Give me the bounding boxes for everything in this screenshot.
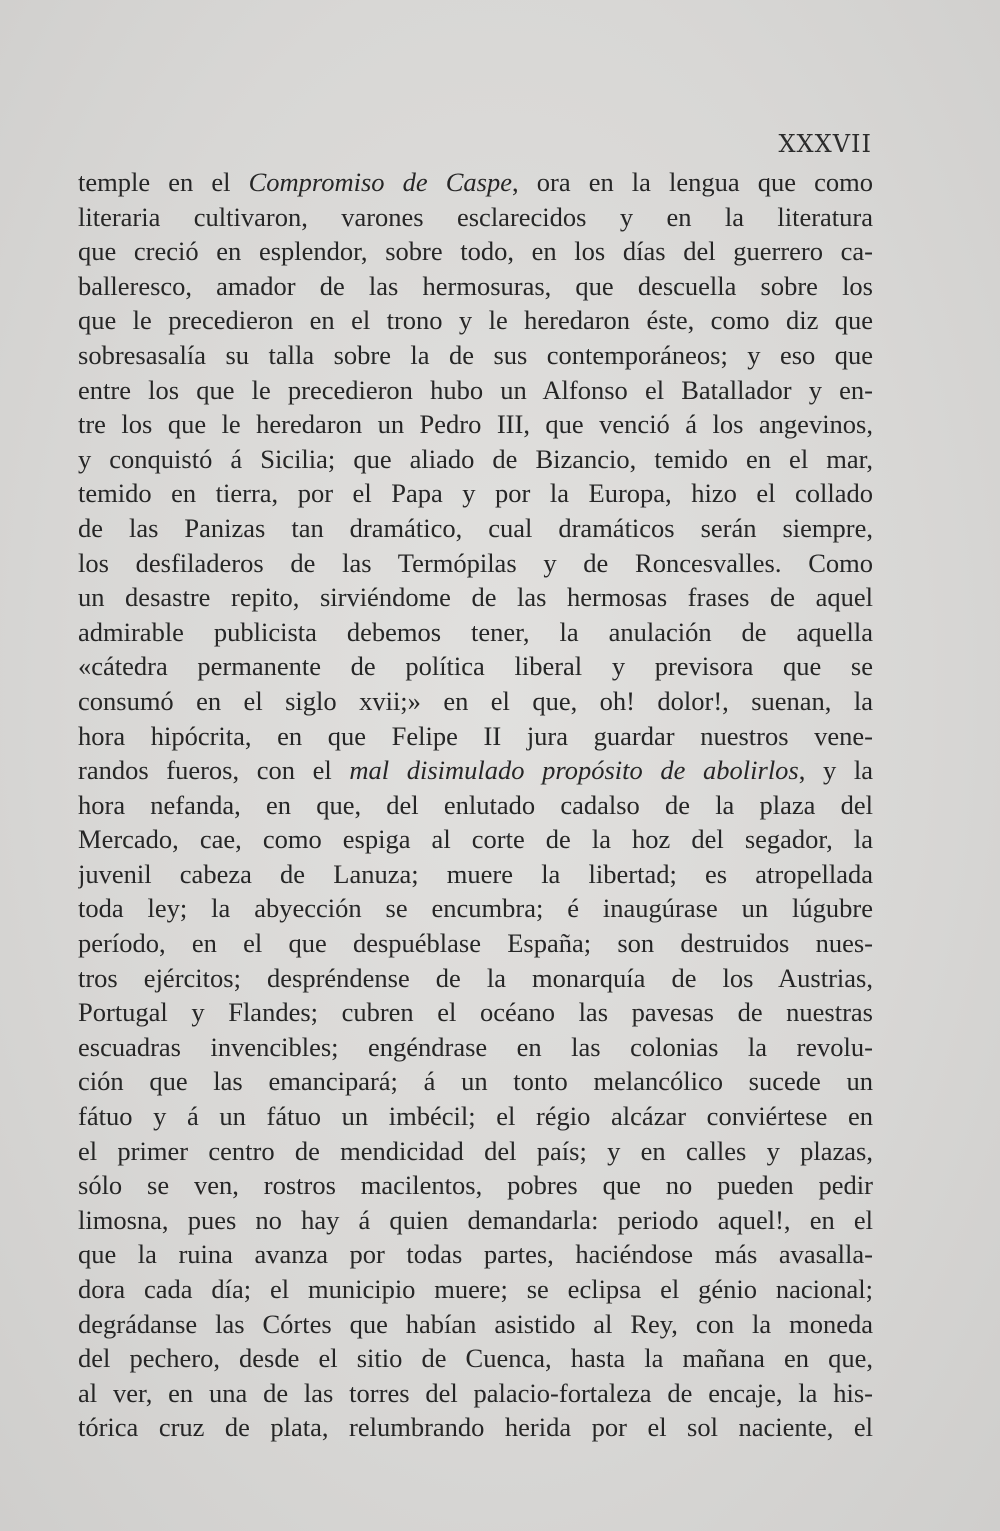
- text-line: [78, 1099, 873, 1134]
- text-segment: tre los que le heredaron un Pedro III, que venció á los angevinos,: [78, 409, 873, 440]
- text-line: [78, 753, 873, 788]
- text-line: [78, 857, 873, 892]
- text-line: [78, 615, 873, 650]
- text-segment: toda ley; la abyección se encumbra; é inaugúrase un lúgubre: [78, 893, 873, 924]
- text-line: [78, 580, 873, 615]
- text-line: [78, 1341, 873, 1376]
- text-line: [78, 926, 873, 961]
- text-line: [78, 822, 873, 857]
- text-line: [78, 546, 873, 581]
- text-line: [78, 1237, 873, 1272]
- text-segment: entre los que le precedieron hubo un Alfonso el Batallador y en-: [78, 374, 873, 405]
- text-segment: temido en tierra, por el Papa y por la Europa, hizo el collado: [78, 478, 873, 509]
- text-line: [78, 1203, 873, 1238]
- text-line: [78, 511, 873, 546]
- text-segment: degrádanse las Córtes que habían asistido al Rey, con la moneda: [78, 1308, 873, 1339]
- text-segment: que creció en esplendor, sobre todo, en los días del guerrero ca-: [78, 236, 873, 267]
- text-line: [78, 961, 873, 996]
- text-segment: los desfiladeros de las Termópilas y de Roncesvalles. Como: [78, 547, 873, 578]
- text-line: [78, 788, 873, 823]
- text-segment: que la ruina avanza por todas partes, haciéndose más avasalla-: [78, 1239, 873, 1270]
- text-line: [78, 200, 873, 235]
- text-segment: período, en el que despuéblase España; son destruidos nues-: [78, 928, 873, 959]
- text-line: [78, 1168, 873, 1203]
- text-segment: admirable publicista debemos tener, la anulación de aquella: [78, 616, 873, 647]
- text-segment: fátuo y á un fátuo un imbécil; el régio alcázar conviértese en: [78, 1101, 873, 1132]
- text-line: [78, 1376, 873, 1411]
- page-number: XXXVII: [778, 130, 872, 158]
- text-line: [78, 995, 873, 1030]
- text-line: [78, 719, 873, 754]
- text-segment: , ora en la lengua que como: [512, 167, 873, 197]
- text-segment: hora hipócrita, en que Felipe II jura guardar nuestros vene-: [78, 720, 873, 751]
- text-segment: de las Panizas tan dramático, cual dramáticos serán siempre,: [78, 512, 873, 543]
- text-line: [78, 407, 873, 442]
- text-segment: Portugal y Flandes; cubren el océano las pavesas de nuestras: [78, 997, 873, 1028]
- italic-text-segment: Compromiso de Caspe: [248, 167, 513, 197]
- text-segment: tórica cruz de plata, relumbrando herida por el sol naciente, el: [78, 1412, 873, 1443]
- text-line: [78, 303, 873, 338]
- text-segment: sólo se ven, rostros macilentos, pobres que no pueden pedir: [78, 1170, 873, 1201]
- italic-text-segment: mal disimulado propósito de abolirlos: [349, 755, 799, 786]
- text-line: [78, 476, 873, 511]
- text-line: [78, 442, 873, 477]
- text-segment: temple en el: [78, 167, 249, 197]
- text-line: [78, 1410, 873, 1445]
- text-line: [78, 1030, 873, 1065]
- text-line: [78, 338, 873, 373]
- text-line: [78, 165, 873, 200]
- text-segment: un desastre repito, sirviéndome de las hermosas frases de aquel: [78, 582, 873, 613]
- text-line: [78, 1064, 873, 1099]
- body-text: [78, 165, 873, 1445]
- text-segment: literaria cultivaron, varones esclarecidos y en la literatura: [78, 201, 873, 232]
- text-segment: que le precedieron en el trono y le heredaron éste, como diz que: [78, 305, 873, 336]
- text-line: [78, 649, 873, 684]
- text-segment: escuadras invencibles; engéndrase en las colonias la revolu-: [78, 1031, 873, 1062]
- text-line: [78, 1307, 873, 1342]
- text-segment: consumó en el siglo xvii;» en el que, oh! dolor!, suenan, la: [78, 685, 873, 716]
- text-line: [78, 269, 873, 304]
- text-segment: ción que las emancipará; á un tonto melancólico sucede un: [78, 1066, 873, 1097]
- text-line: [78, 1272, 873, 1307]
- text-segment: dora cada día; el municipio muere; se eclipsa el génio nacional;: [78, 1274, 873, 1304]
- text-line: [78, 234, 873, 269]
- text-segment: del pechero, desde el sitio de Cuenca, hasta la mañana en que,: [78, 1343, 873, 1374]
- text-line: [78, 373, 873, 408]
- text-line: [78, 891, 873, 926]
- text-segment: sobresasalía su talla sobre la de sus contemporáneos; y eso que: [78, 339, 873, 370]
- text-segment: tros ejércitos; despréndense de la monarquía de los Austrias,: [78, 962, 873, 993]
- text-line: [78, 684, 873, 719]
- text-segment: randos fueros, con el: [78, 755, 350, 786]
- text-segment: , y la: [798, 755, 873, 786]
- text-segment: «cátedra permanente de política liberal y previsora que se: [78, 651, 873, 682]
- text-segment: juvenil cabeza de Lanuza; muere la libertad; es atropellada: [78, 858, 873, 889]
- text-segment: el primer centro de mendicidad del país; y en calles y plazas,: [78, 1135, 873, 1166]
- text-segment: y conquistó á Sicilia; que aliado de Bizancio, temido en el mar,: [78, 443, 873, 474]
- text-segment: limosna, pues no hay á quien demandarla: periodo aquel!, en el: [78, 1204, 873, 1235]
- text-segment: al ver, en una de las torres del palacio-fortaleza de encaje, la his-: [78, 1377, 873, 1408]
- text-line: [78, 1134, 873, 1169]
- text-segment: Mercado, cae, como espiga al corte de la hoz del segador, la: [78, 824, 873, 855]
- text-segment: hora nefanda, en que, del enlutado cadalso de la plaza del: [78, 789, 873, 820]
- text-segment: balleresco, amador de las hermosuras, que descuella sobre los: [78, 270, 873, 301]
